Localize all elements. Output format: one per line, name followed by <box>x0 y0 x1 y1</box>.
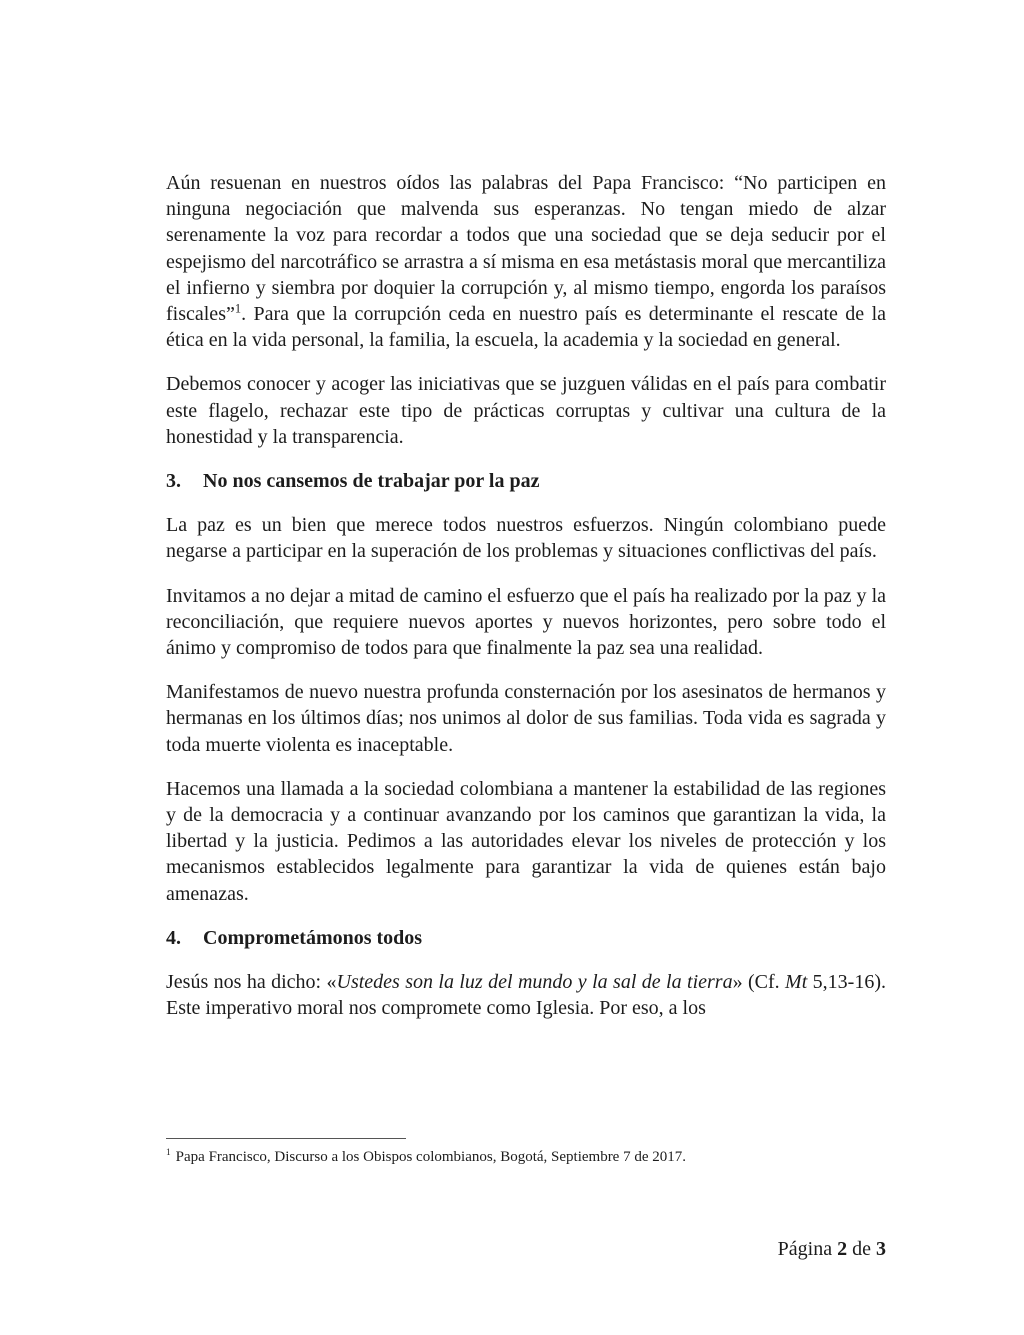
section-heading <box>166 925 886 951</box>
text-segment: 5,13-16). Este imperativo moral nos compromete como Iglesia. Por eso, a los <box>166 971 886 1020</box>
text-segment: Manifestamos de nuevo nuestra profunda consternación por los asesinatos de hermanos y hermanas en los últimos días; nos unimos al dolor de sus familias. Toda vida es sagrada y toda muerte violenta es inaceptable. <box>166 681 886 756</box>
text-segment: Hacemos una llamada a la sociedad colombiana a mantener la estabilidad de las regiones y de la democracia y a continuar avanzando por los caminos que garantizan la vida, la libertad y la justicia. Pedimos a las autoridades elevar los niveles de protección y los mecanismos establecidos legalmente para garantizar la vida de quienes están bajo amenazas. <box>166 777 886 905</box>
section-title: No nos cansemos de trabajar por la paz <box>203 470 540 493</box>
section-number: 3. <box>166 470 181 493</box>
text-segment: . Para que la corrupción ceda en nuestro país es determinante el rescate de la ética en la vida personal, la familia, la escuela, la academia y la sociedad en general. <box>166 303 886 352</box>
text-segment: Ustedes son la luz del mundo y la sal de la tierra <box>336 971 733 994</box>
text-segment: La paz es un bien que merece todos nuestros esfuerzos. Ningún colombiano puede negarse a participar en la superación de los problemas y situaciones conflictivas del país. <box>166 514 886 563</box>
section-heading <box>166 468 886 494</box>
paragraph <box>166 583 886 662</box>
footer-total-pages: 3 <box>876 1238 886 1260</box>
text-segment: Debemos conocer y acoger las iniciativas que se juzguen válidas en el país para combatir este flagelo, rechazar este tipo de prácticas corruptas y cultivar una cultura de la honestidad y la transparencia. <box>166 373 886 448</box>
paragraph <box>166 679 886 758</box>
text-segment: » (Cf. <box>732 971 786 994</box>
text-segment: Aún resuenan en nuestros oídos las palabras del Papa Francisco: “No participen en ninguna negociación que malvenda sus esperanzas. No tengan miedo de alzar serenamente la voz para recordar a todos que una sociedad que se deja seducir por el espejismo del narcotráfico se arrastra a sí misma en esa metástasis moral que mercantiliza el infierno y siembra por doquier la corrupción y, al mismo tiempo, engorda los paraísos fiscales” <box>166 172 886 326</box>
paragraph <box>166 371 886 450</box>
footnote-reference: 1 <box>234 301 242 316</box>
section-title: Comprometámonos todos <box>203 926 423 949</box>
footnote-separator <box>166 1138 406 1139</box>
text-segment: Mt <box>785 971 808 994</box>
footer-page-number: 2 <box>837 1238 848 1260</box>
footer-separator-text: de <box>847 1238 876 1260</box>
footnote <box>166 1147 886 1167</box>
paragraph <box>166 776 886 907</box>
footer-label: Página <box>777 1238 838 1260</box>
page-footer <box>166 1236 886 1262</box>
paragraph <box>166 512 886 564</box>
text-segment: Invitamos a no dejar a mitad de camino el esfuerzo que el país ha realizado por la paz y la reconciliación, que requiere nuevos aportes y nuevos horizontes, pero sobre todo el ánimo y compromiso de todos para que finalmente la paz sea una realidad. <box>166 584 886 660</box>
section-number: 4. <box>166 926 181 949</box>
footnote-area <box>166 1138 886 1167</box>
footnote-text: Papa Francisco, Discurso a los Obispos colombianos, Bogotá, Septiembre 7 de 2017. <box>175 1149 687 1165</box>
paragraph <box>166 969 886 1021</box>
paragraph <box>166 170 886 353</box>
footnote-marker: 1 <box>166 1148 171 1158</box>
text-segment: Jesús nos ha dicho: « <box>166 971 337 994</box>
document-body <box>166 170 886 1039</box>
